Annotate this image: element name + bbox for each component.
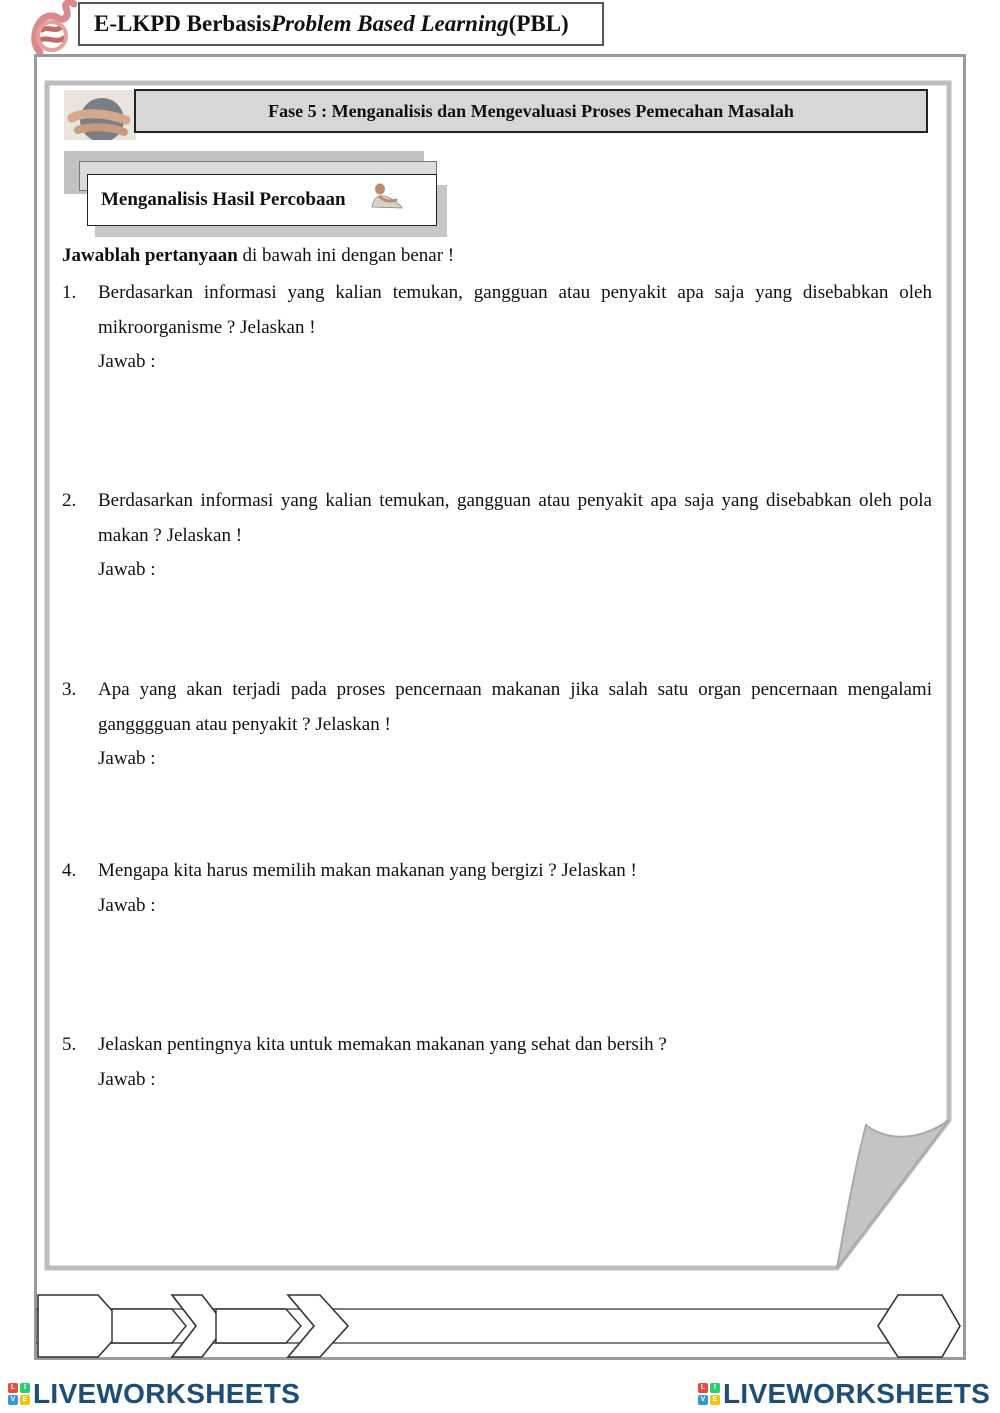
stomach-ache-photo [64,90,136,140]
question-2 [62,484,932,588]
liveworksheets-watermark [698,1380,990,1408]
question-text: Berdasarkan informasi yang kalian temukan, gangguan atau penyakit apa saja yang disebabkan oleh pola makan ? Jelaskan ! [98,490,932,546]
instruction-text [62,245,454,267]
logo-letter: E [710,1395,720,1405]
person-thinking-icon [368,183,404,209]
logo-letter: L [8,1383,18,1393]
worksheet-title [78,2,604,46]
answer-label: Jawab : [98,351,156,372]
logo-letter: I [710,1383,720,1393]
logo-letter: V [8,1395,18,1405]
question-text: Berdasarkan informasi yang kalian temukan, gangguan atau penyakit apa saja yang disebabkan oleh mikroorganisme ? Jelaskan ! [98,282,932,338]
watermark-text: LIVEWORKSHEETS [723,1378,991,1409]
section-heading: Menganalisis Hasil Percobaan [87,174,437,226]
answer-label: Jawab : [98,559,156,580]
question-5 [62,1028,932,1097]
question-4 [62,854,932,923]
question-number: 5. [62,1034,77,1055]
question-number: 2. [62,490,77,511]
question-number: 1. [62,282,77,303]
question-3 [62,673,932,777]
question-text: Jelaskan pentingnya kita untuk memakan makanan yang sehat dan bersih ? [98,1034,667,1055]
title-prefix: E-LKPD Berbasis [94,11,271,36]
liveworksheets-logo-icon [698,1383,720,1405]
answer-label: Jawab : [98,894,156,916]
title-suffix: (PBL) [508,11,569,36]
answer-label: Jawab : [98,748,156,769]
phase-banner: Fase 5 : Menganalisis dan Mengevaluasi Proses Pemecahan Masalah [134,89,928,133]
liveworksheets-logo-icon [8,1383,30,1405]
intestine-logo-icon [30,0,78,56]
instruction-rest: di bawah ini dengan benar ! [237,245,455,266]
question-number: 3. [62,679,77,700]
chevron-bar-decoration [36,1292,964,1360]
answer-label: Jawab : [98,1068,156,1090]
question-1 [62,276,932,380]
watermark-text: LIVEWORKSHEETS [33,1378,301,1409]
question-number: 4. [62,860,77,881]
logo-letter: I [20,1383,30,1393]
instruction-bold: Jawablah pertanyaan [62,245,238,266]
logo-letter: L [698,1383,708,1393]
question-text: Mengapa kita harus memilih makan makanan yang bergizi ? Jelaskan ! [98,860,637,881]
logo-letter: E [20,1395,30,1405]
question-text: Apa yang akan terjadi pada proses pencernaan makanan jika salah satu organ pencernaan mengalami gangggguan atau penyakit ? Jelaskan ! [98,679,932,735]
liveworksheets-watermark [8,1380,300,1408]
logo-letter: V [698,1395,708,1405]
title-italic: Problem Based Learning [270,11,509,36]
